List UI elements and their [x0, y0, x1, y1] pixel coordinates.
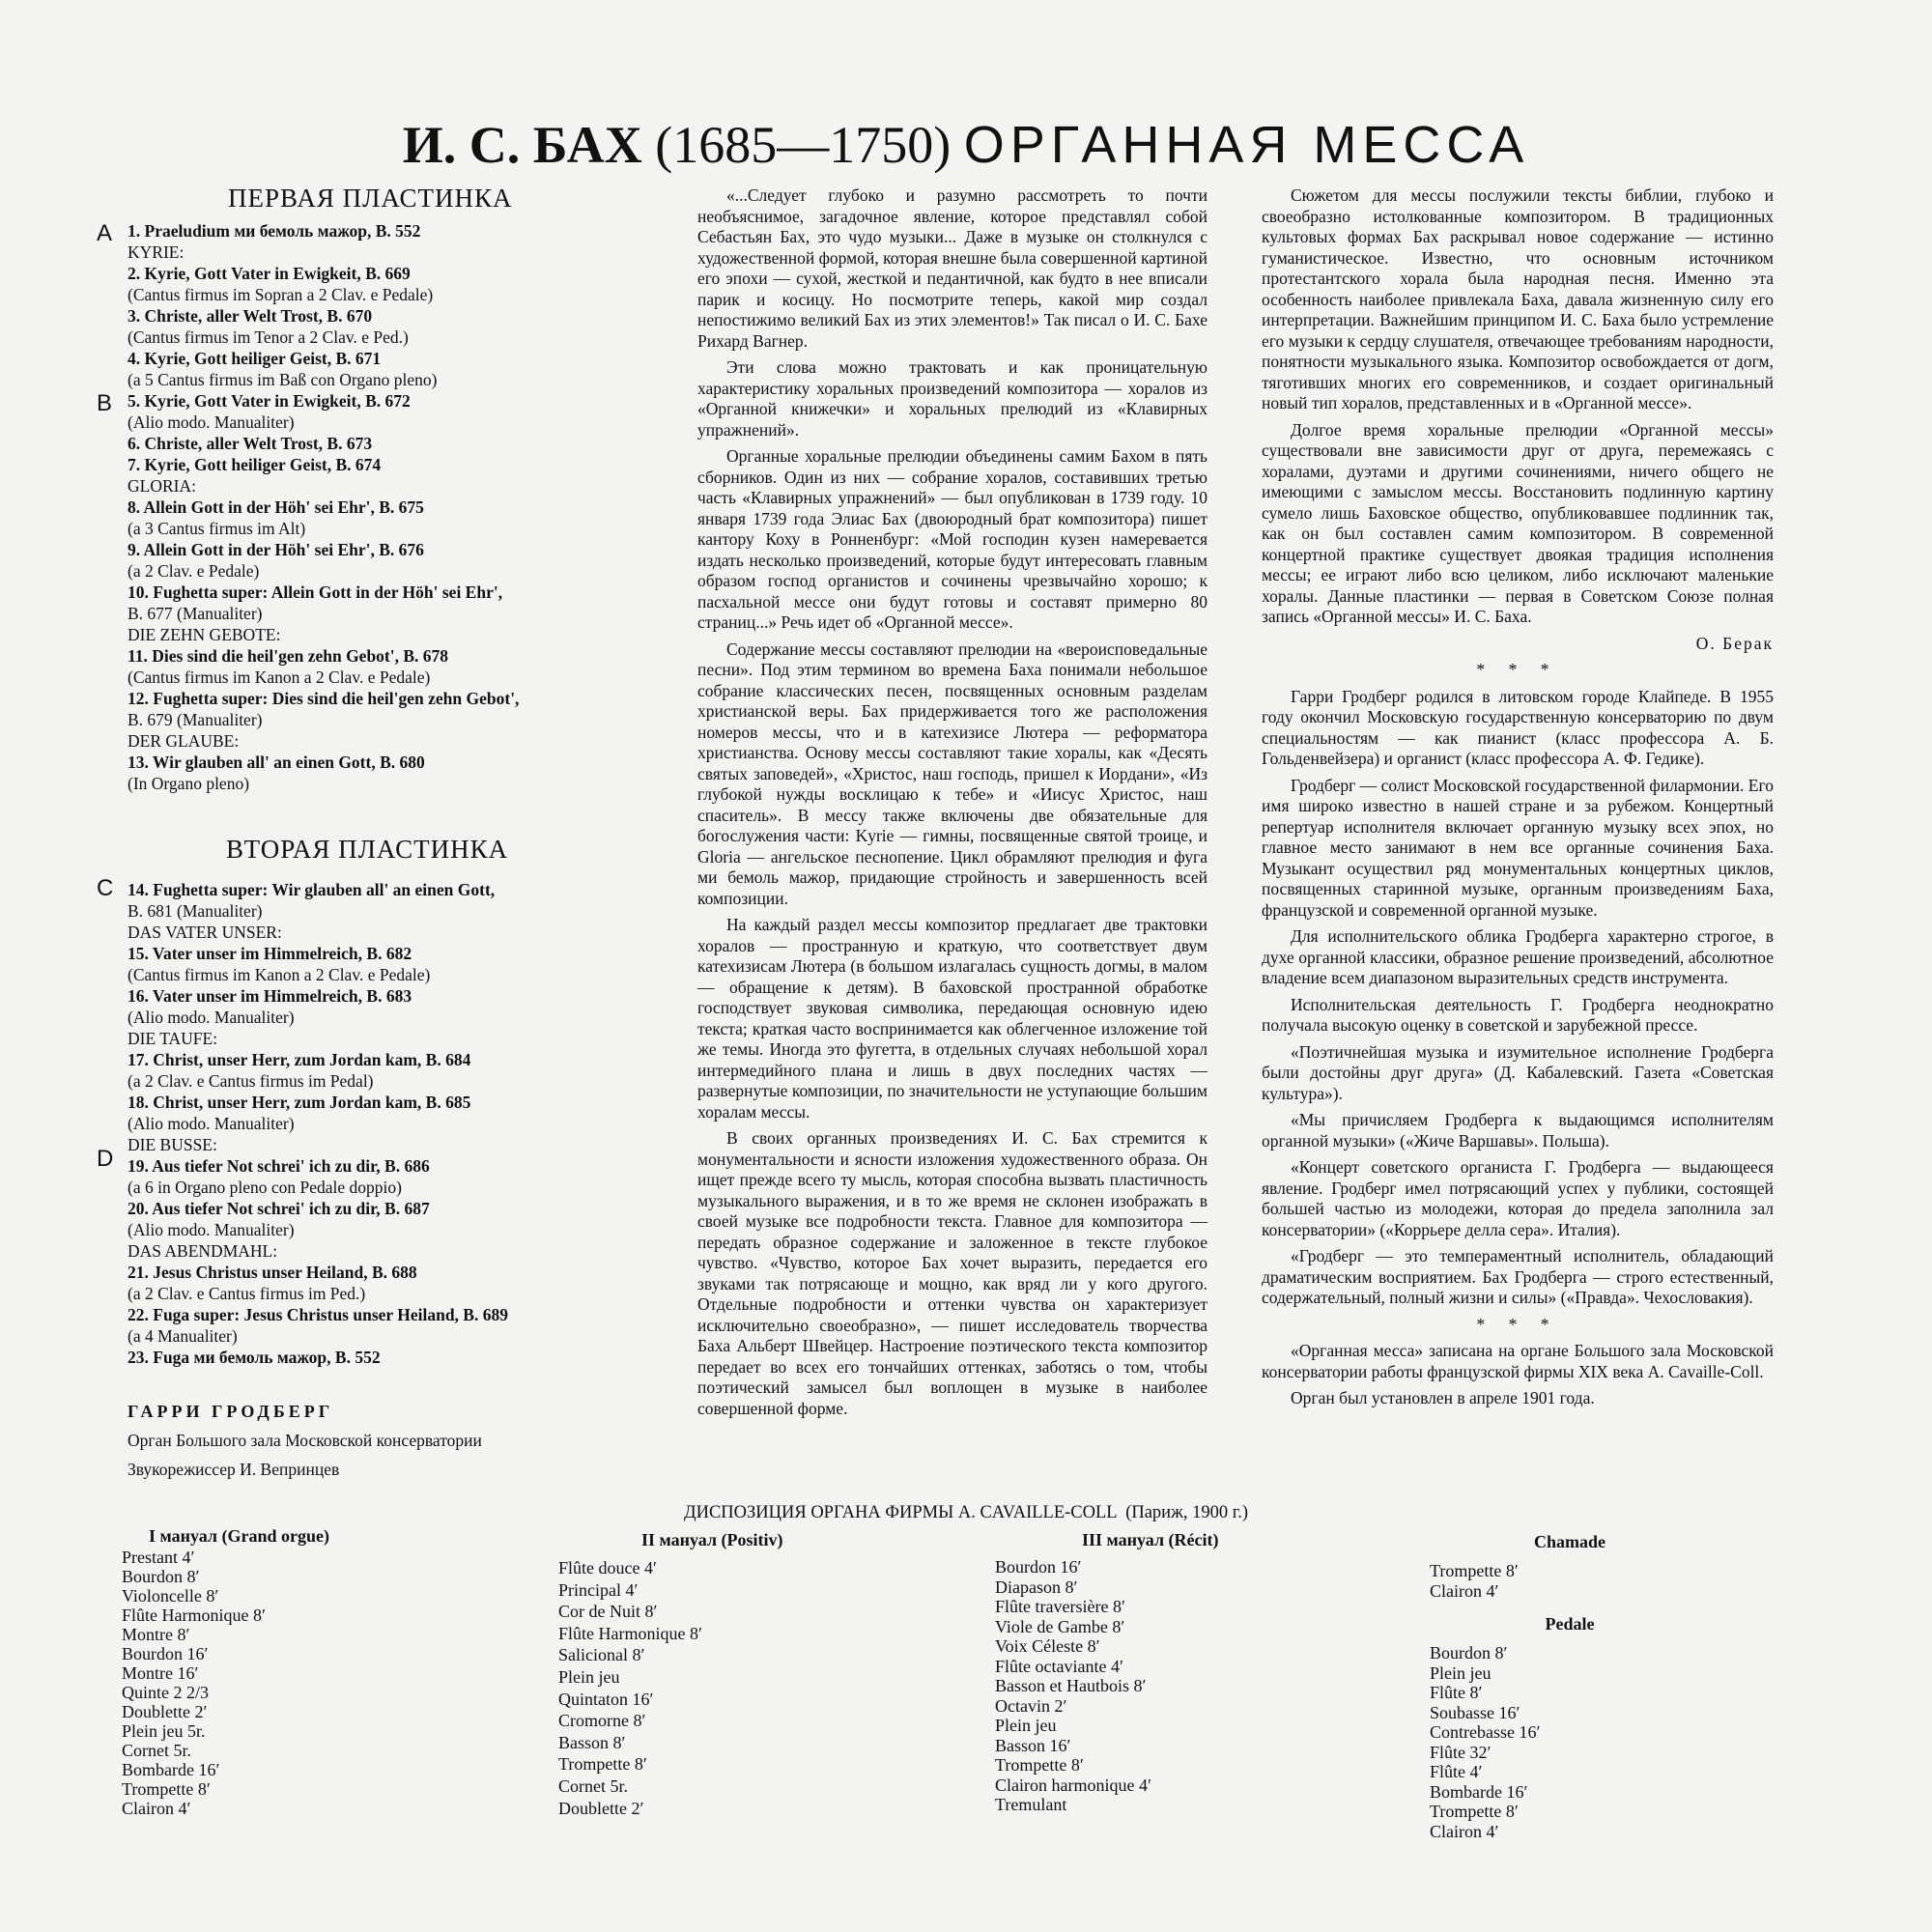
track-title: 8. Allein Gott in der Höh' sei Ehr', B. 675: [128, 497, 424, 517]
chamade-heading: Chamade: [1533, 1532, 1605, 1551]
track-title: 19. Aus tiefer Not schrei' ich zu dir, B. 686: [128, 1156, 430, 1176]
paragraph: «Концерт советского органиста Г. Гродберга — выдающееся явление. Гродберг имел потрясающий успех у публики, состоящей большей частью из молодежи, которая до предела заполнила зал консерватории» («Коррьере делла сера». Италия).: [1262, 1157, 1774, 1239]
organ-stop: Plein jeu 5r.: [122, 1721, 206, 1741]
organ-stop: Flûte douce 4′: [558, 1558, 657, 1577]
track-note: (Cantus firmus im Tenor a 2 Clav. e Ped.): [128, 327, 409, 347]
organ-stop: Soubasse 16′: [1430, 1702, 1520, 1722]
track-note: (a 2 Clav. e Pedale): [128, 561, 260, 581]
organ-stop: Plein jeu: [1430, 1662, 1492, 1683]
paragraph: Долгое время хоральные прелюдии «Органной мессы» существовали вне зависимости друг от друга, перемежаясь с хоралами, дуэтами и другими сочинениями, ничего общего не имеющими с замыслом мессы. Восстановить подлинную картину сумело лишь Баховское общество, опубликовавшее подлинник так, как он был составлен самим композитором. В современной концертной практике существует двоякая традиция исполнения мессы; ее играют либо всю целиком, либо исключают маленькие хоралы. Данные пластинки — первая в Советском Союзе полная запись «Органной мессы» И. С. Баха.: [1262, 419, 1774, 626]
organ-stop: Violoncelle 8′: [122, 1586, 219, 1605]
paragraph: «Органная месса» записана на органе Большого зала Московской консерватории работы французской фирмы XIX века А. Cavaille-Coll.: [1262, 1341, 1774, 1381]
organ-stop: Bourdon 16′: [122, 1644, 209, 1663]
track-note: (Cantus firmus im Kanon a 2 Clav. e Pedale): [128, 965, 431, 984]
track-note: (Alio modo. Manualiter): [128, 1008, 295, 1027]
manual-3-stops: [995, 1557, 1285, 1815]
record1-heading: ПЕРВАЯ ПЛАСТИНКА: [228, 184, 513, 213]
track-title: 21. Jesus Christus unser Heiland, B. 688: [128, 1263, 417, 1282]
essay-signature: О. Берак: [1695, 633, 1774, 653]
record2-heading: ВТОРАЯ ПЛАСТИНКА: [226, 835, 509, 864]
organ-stop: Flûte 32′: [1430, 1742, 1492, 1762]
organ-stop: Viole de Gambe 8′: [995, 1616, 1125, 1636]
organ-stop: Cornet 5r.: [558, 1776, 628, 1796]
track-note: (a 3 Cantus firmus im Alt): [128, 519, 306, 538]
work-title: ОРГАННАЯ МЕССА: [963, 116, 1530, 174]
manual-1-heading: I мануал (Grand orgue): [149, 1526, 330, 1546]
track-title: 10. Fughetta super: Allein Gott in der Höh' sei Ehr',: [128, 582, 503, 602]
side-b-label: B: [97, 390, 113, 416]
paragraph: Органные хоральные прелюдии объединены самим Бахом в пять сборников. Один из них — собрание хоралов, составивших третью часть «Клавирных упражнений» — был опубликован в 1739 году. 10 января 1739 года Элиас Бах (двоюродный брат композитора) пишет кантору Коху в Ронненбург: «Мой господин кузен намеревается издать несколько произведений, которые будут интересовать главным образом господ органистов и сочинены чрезвычайно хорошо; к пасхальной мессе они будут готовы и составят примерно 80 страниц...» Речь идет об «Органной мессе».: [697, 446, 1208, 632]
track-note: (Alio modo. Manualiter): [128, 412, 295, 432]
composer-years: (1685—1750): [655, 116, 952, 174]
organ-stop: Trompette 8′: [122, 1779, 211, 1799]
track-note: (Alio modo. Manualiter): [128, 1220, 295, 1239]
organ-stop: Trompette 8′: [995, 1755, 1084, 1775]
essay-right-text: [1262, 185, 1774, 628]
performer-biography: [1262, 687, 1774, 1309]
track-note: DER GLAUBE:: [128, 731, 240, 751]
track-note: (In Organo pleno): [128, 774, 250, 793]
organ-stop: Quinte 2 2/3: [122, 1683, 209, 1702]
organ-stop: Flûte Harmonique 8′: [122, 1605, 266, 1625]
disposition-title: [0, 1503, 1932, 1523]
track-note: (a 2 Clav. e Cantus firmus im Ped.): [128, 1284, 366, 1303]
paragraph: «Поэтичнейшая музыка и изумительное исполнение Гродберга были достойны друг друга» (Д. Кабалевский. Газета «Советская культура»).: [1262, 1041, 1774, 1103]
organ-stop: Tremulant: [995, 1795, 1067, 1814]
track-title: 6. Christe, aller Welt Trost, B. 673: [128, 434, 373, 453]
organ-stop: Doublette 2′: [558, 1798, 644, 1818]
track-title: 14. Fughetta super: Wir glauben all' an einen Gott,: [128, 880, 496, 899]
organ-stop: Bourdon 8′: [1430, 1643, 1508, 1662]
organ-stop: Quintaton 16′: [558, 1689, 654, 1709]
track-title: 15. Vater unser im Himmelreich, B. 682: [128, 944, 412, 963]
track-note: (a 4 Manualiter): [128, 1326, 238, 1346]
chamade-and-pedale: [1430, 1532, 1739, 1841]
disposition-heading: ДИСПОЗИЦИЯ ОРГАНА ФИРМЫ А. CAVAILLE-COLL: [683, 1503, 1117, 1522]
track-title: 7. Kyrie, Gott heiliger Geist, B. 674: [128, 455, 382, 474]
section-separator-2: * * *: [1476, 1314, 1559, 1334]
organ-stop: Flûte 4′: [1430, 1762, 1483, 1781]
track-title: 20. Aus tiefer Not schrei' ich zu dir, B. 687: [128, 1199, 430, 1218]
organ-stop: Trompette 8′: [1430, 1561, 1519, 1580]
track-title: 9. Allein Gott in der Höh' sei Ehr', B. 676: [128, 540, 424, 559]
performer-name: ГАРРИ ГРОДБЕРГ: [128, 1402, 334, 1421]
organ-stop: Contrebasse 16′: [1430, 1722, 1541, 1742]
organ-stop: Principal 4′: [558, 1579, 639, 1600]
paragraph: Содержание мессы составляют прелюдии на «вероисповедальные песни». Под этим термином во времена Баха понимали небольшое собрание классических песен, посвященных основным разделам христианской веры. Бах придерживается того же расположения номеров мессы, что и в катехизисе Лютера — реформатора христианства. Основу мессы составляют такие хоралы, как «Десять святых заповедей», «Христос, наш господь, пришел к Иордани», «Из глубокой нужды восклицаю к тебе» и «Иисус Христос, наш спаситель». В мессу также включены две обязательные для богослужения части: Kyrie — гимны, посвященные святой троице, и Gloria — ангельское песнопение. Цикл обрамляют прелюдия и фуга ми бемоль мажор, придающие стройность и завершенность всей композиции.: [697, 639, 1208, 908]
organ-stop: Basson 8′: [558, 1732, 626, 1752]
organ-stop: Salicional 8′: [558, 1645, 645, 1665]
composer-name: И. С. БАХ: [402, 116, 642, 174]
organ-stop: Plein jeu: [995, 1716, 1057, 1735]
essay-right-column: [1262, 185, 1774, 1415]
organ-stop: Clairon harmonique 4′: [995, 1775, 1151, 1795]
track-note: B. 679 (Manualiter): [128, 710, 263, 729]
pedale-stops: [1430, 1643, 1739, 1841]
organ-stop: Flûte traversière 8′: [995, 1597, 1125, 1616]
track-note: DAS ABENDMAHL:: [128, 1241, 278, 1261]
track-title: 18. Christ, unser Herr, zum Jordan kam, B. 685: [128, 1093, 471, 1112]
track-note: KYRIE:: [128, 242, 185, 262]
manual-2-heading: II мануал (Positiv): [641, 1530, 783, 1549]
track-title: 16. Vater unser im Himmelreich, B. 683: [128, 986, 412, 1006]
track-note: DIE TAUFE:: [128, 1029, 218, 1048]
organ-stop: Cor de Nuit 8′: [558, 1602, 658, 1622]
organ-stop: Flûte 8′: [1430, 1683, 1483, 1702]
organ-stop: Basson et Hautbois 8′: [995, 1676, 1147, 1695]
paragraph: Сюжетом для мессы послужили тексты библии, глубоко и своеобразно истолкованные композитором. В традиционных культовых формах Бах раскрывал новое содержание — истинно гуманистическое. Известно, что основным источником протестантского хорала была народная песня. Именно эта особенность наиболее привлекала Баха, давала жизненную силу его интерпретации. Важнейшим принципом И. С. Баха было устремление его музыки к сердцу слушателя, отвечающее требованиям народности, понятности музыкального языка. Композитор освобождается от догм, тяготивших многих его современников, и создает оригинальный новый тип хоралов, представленных и в «Органной мессе».: [1262, 185, 1774, 412]
track-note: DAS VATER UNSER:: [128, 923, 282, 942]
track-title: 2. Kyrie, Gott Vater in Ewigkeit, B. 669: [128, 264, 411, 283]
organ-stop: Bombarde 16′: [122, 1760, 220, 1779]
manual-3-heading: III мануал (Récit): [1082, 1530, 1219, 1549]
organ-stop: Octavin 2′: [995, 1695, 1067, 1716]
manual-3: [995, 1530, 1285, 1815]
manual-2-stops: [558, 1557, 848, 1819]
section-separator: * * *: [1476, 660, 1559, 679]
record2-tracklist: [128, 879, 668, 1368]
track-title: 17. Christ, unser Herr, zum Jordan kam, B. 684: [128, 1050, 471, 1069]
essay-middle-column: [697, 185, 1208, 1425]
organ-stop: Clairon 4′: [1430, 1821, 1499, 1841]
organ-stop: Trompette 8′: [558, 1754, 647, 1775]
paragraph: «Мы причисляем Гродберга к выдающимся исполнителям органной музыки» («Жиче Варшавы». Польша).: [1262, 1110, 1774, 1151]
track-note: (Alio modo. Manualiter): [128, 1114, 295, 1133]
paragraph: Эти слова можно трактовать и как проницательную характеристику хоральных произведений композитора — хоралов из «Органной книжечки» и хоральных прелюдий из «Клавирных упражнений».: [697, 357, 1208, 440]
organ-stop: Clairon 4′: [122, 1799, 191, 1818]
side-a-label: A: [97, 220, 113, 246]
track-title: 11. Dies sind die heil'gen zehn Gebot', B. 678: [128, 646, 449, 666]
track-note: (a 2 Clav. e Cantus firmus im Pedal): [128, 1071, 374, 1091]
chamade-stops: [1430, 1561, 1739, 1601]
manual-1: [122, 1526, 412, 1818]
organ-stop: Doublette 2′: [122, 1702, 208, 1721]
track-title: 3. Christe, aller Welt Trost, B. 670: [128, 306, 373, 326]
track-note: B. 681 (Manualiter): [128, 901, 263, 921]
organ-stop: Trompette 8′: [1430, 1802, 1519, 1821]
organ-stop: Bombarde 16′: [1430, 1781, 1528, 1802]
track-title: 22. Fuga super: Jesus Christus unser Heiland, B. 689: [128, 1305, 508, 1324]
credits: [128, 1397, 688, 1484]
track-note: (a 5 Cantus firmus im Baß con Organo pleno): [128, 370, 438, 389]
track-title: 5. Kyrie, Gott Vater in Ewigkeit, B. 672: [128, 391, 411, 411]
record1-tracklist: [128, 220, 668, 794]
track-note: B. 677 (Manualiter): [128, 604, 263, 623]
pedale-heading: Pedale: [1545, 1614, 1595, 1634]
organ-stop: Flûte octaviante 4′: [995, 1656, 1123, 1676]
paragraph: Исполнительская деятельность Г. Гродберга неоднократно получала высокую оценку в советской и зарубежной прессе.: [1262, 994, 1774, 1035]
track-title: 12. Fughetta super: Dies sind die heil'gen zehn Gebot',: [128, 689, 520, 708]
organ-note: [1262, 1341, 1774, 1409]
track-note: (Cantus firmus im Kanon a 2 Clav. e Pedale): [128, 668, 431, 687]
paragraph: В своих органных произведениях И. С. Бах стремится к монументальности и ясности изложения художественного образа. Он ищет прежде всего ту мысль, которая способна вызвать пластичность музыкального выражения, и в то же время не склонен изображать в своей музыке все подробности текста. Главное для композитора — передать образное содержание и заложенное в тексте глубокое чувство. «Чувство, которое Бах хочет выразить, передается его звуками так потрясающе и мощно, как вряд ли у кого другого. Отдельные подробности и оттенки чувства он характеризует исключительно своеобразно», — пишет исследователь творчества Баха Альберт Швейцер. Настроение поэтического текста композитор передает во всех его тончайших оттенках, заботясь о том, чтобы поэтический замысел был воплощен в музыке в наиболее совершенной форме.: [697, 1128, 1208, 1418]
organ-stop: Plein jeu: [558, 1666, 620, 1687]
paragraph: Гродберг — солист Московской государственной филармонии. Его имя широко известно в нашей стране и за рубежом. Концертный репертуар исполнителя включает органную музыку всех эпох, но главное место занимают в нем все органные сочинения Баха. Музыкант осуществил ряд монументальных концертных циклов, посвященных старинной музыке, органным произведениям Баха, французской и современной органной музыке.: [1262, 775, 1774, 920]
paragraph: Орган был установлен в апреле 1901 года.: [1291, 1388, 1595, 1407]
organ-stop: Montre 8′: [122, 1625, 190, 1644]
track-title: 13. Wir glauben all' an einen Gott, B. 680: [128, 753, 425, 772]
paragraph: На каждый раздел мессы композитор предлагает две трактовки хоралов — пространную и краткую, что соответствует двум катехизисам Лютера (в большом излагалась сущность догмы, в малом — обращение к детям). В баховской пространной обработке господствует звуковая символика, передающая основную идею текста; краткая часто воспринимается как облегченное изложение той же темы. Иногда это фугетта, в отдельных случаях небольшой хорал интермедийного плана и лишь в двух последних частях — развернутые композиции, по значительности не уступающие большим хоралам мессы.: [697, 915, 1208, 1122]
track-title: 23. Fuga ми бемоль мажор, B. 552: [128, 1348, 381, 1367]
sound-engineer: Звукорежиссер И. Вепринцев: [128, 1460, 340, 1479]
track-title: 1. Praeludium ми бемоль мажор, B. 552: [128, 221, 421, 241]
paragraph: «Гродберг — это темпераментный исполнитель, обладающий драматическим восприятием. Бах Гродберга — строго естественный, содержательный, полный жизни и силы» («Правда». Чехословакия).: [1262, 1246, 1774, 1307]
track-note: (Cantus firmus im Sopran a 2 Clav. e Pedale): [128, 285, 434, 304]
organ-stop: Prestant 4′: [122, 1548, 195, 1567]
organ-stop: Montre 16′: [122, 1663, 199, 1683]
paragraph: Гарри Гродберг родился в литовском городе Клайпеде. В 1955 году окончил Московскую государственную консерваторию по двум специальностям — как пианист (класс профессора А. Б. Гольденвейзера) и органист (класс профессора А. Ф. Гедике).: [1262, 686, 1774, 768]
organ-stop: Cornet 5r.: [122, 1741, 191, 1760]
organ-venue: Орган Большого зала Московской консерватории: [128, 1431, 482, 1450]
track-note: (a 6 in Organo pleno con Pedale doppio): [128, 1178, 402, 1197]
track-note: GLORIA:: [128, 476, 196, 496]
side-d-label: D: [97, 1146, 114, 1172]
disposition-subtitle: (Париж, 1900 г.): [1125, 1503, 1249, 1522]
organ-stop: Flûte Harmonique 8′: [558, 1623, 702, 1643]
organ-stop: Basson 16′: [995, 1735, 1071, 1755]
organ-stop: Voix Céleste 8′: [995, 1636, 1100, 1656]
organ-stop: Cromorne 8′: [558, 1711, 646, 1731]
organ-stop: Clairon 4′: [1430, 1580, 1499, 1601]
track-title: 4. Kyrie, Gott heiliger Geist, B. 671: [128, 349, 382, 368]
track-note: DIE BUSSE:: [128, 1135, 217, 1154]
track-note: DIE ZEHN GEBOTE:: [128, 625, 281, 644]
page-title: [0, 114, 1932, 176]
manual-2: [558, 1530, 848, 1819]
paragraph: Для исполнительского облика Гродберга характерно строгое, в духе органной классики, образное решение произведений, абсолютное владение всем диапазоном выразительных средств инструмента.: [1262, 926, 1774, 987]
organ-stop: Diapason 8′: [995, 1577, 1078, 1597]
side-c-label: C: [97, 875, 114, 901]
organ-stop: Bourdon 16′: [995, 1557, 1082, 1577]
organ-stop: Bourdon 8′: [122, 1567, 200, 1586]
paragraph: «...Следует глубоко и разумно рассмотреть то почти необъяснимое, загадочное явление, которое представлял собой Себастьян Бах, это чудо музыки... Даже в музыке он столкнулся с художественной формой, которая внешне была совершенной картиной его эпохи — сухой, жесткой и педантичной, как будто в нее вписали парик и косицу. Но посмотрите теперь, какой мир создал непостижимо великий Бах из этих элементов!» Так писал о И. С. Бахе Рихард Вагнер.: [697, 185, 1208, 351]
manual-1-stops: [122, 1548, 412, 1818]
